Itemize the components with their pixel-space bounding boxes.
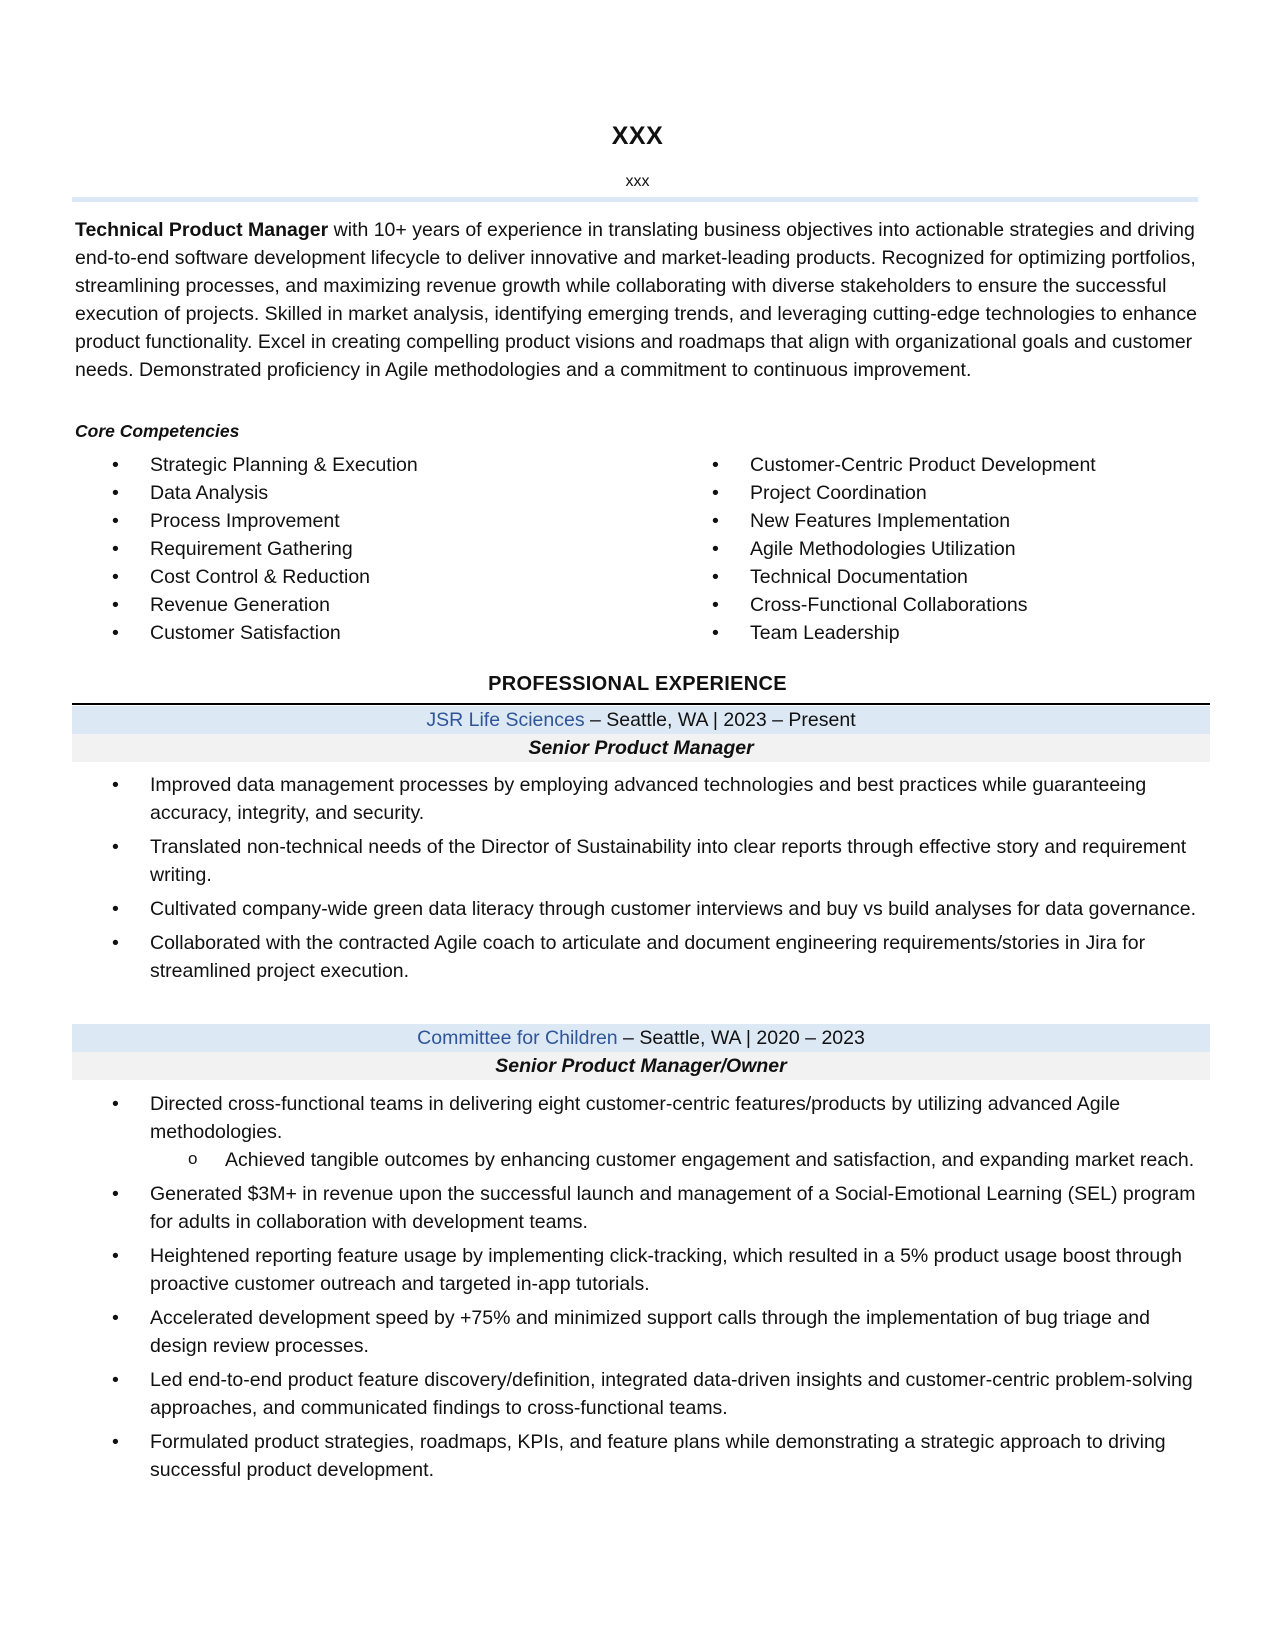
competency-item: • New Features Implementation	[710, 507, 1096, 535]
sub-achievement-bullet: o Achieved tangible outcomes by enhancing customer engagement and satisfaction, and expanding market reach.	[150, 1146, 1210, 1174]
job-bullets	[110, 771, 1210, 991]
competency-item: • Team Leadership	[710, 619, 1096, 647]
section-divider	[72, 703, 1210, 705]
competency-item: • Requirement Gathering	[110, 535, 418, 563]
summary-text: with 10+ years of experience in translating business objectives into actionable strategies and driving end-to-end software development lifecycle to deliver innovative and market-leading products. Recognized for optimizing portfolios, streamlining processes, and maximizing revenue growth while collaborating with diverse stakeholders to ensure the successful execution of projects. Skilled in market analysis, identifying emerging trends, and leveraging cutting-edge technologies to enhance product functionality. Excel in creating compelling product visions and roadmaps that align with organizational goals and customer needs. Demonstrated proficiency in Agile methodologies and a commitment to continuous improvement.	[75, 219, 1197, 381]
summary-lead-title: Technical Product Manager	[75, 219, 329, 241]
competency-item: • Cost Control & Reduction	[110, 563, 418, 591]
competency-item: • Customer-Centric Product Development	[710, 451, 1096, 479]
achievement-bullet: • Collaborated with the contracted Agile coach to articulate and document engineering requirements/stories in Jira for streamlined project execution.	[110, 929, 1210, 985]
achievement-bullet: • Translated non-technical needs of the Director of Sustainability into clear reports through effective story and requirement writing.	[110, 833, 1210, 889]
company-name: Committee for Children	[417, 1027, 618, 1049]
competency-item: • Customer Satisfaction	[110, 619, 418, 647]
company-name: JSR Life Sciences	[426, 709, 585, 731]
job-bullets	[110, 1090, 1210, 1490]
achievement-bullet: • Improved data management processes by employing advanced technologies and best practices while guaranteeing accuracy, integrity, and security.	[110, 771, 1210, 827]
core-competencies-heading: Core Competencies	[75, 421, 240, 441]
job-title: Senior Product Manager	[72, 734, 1210, 762]
achievement-bullet: • Formulated product strategies, roadmaps, KPIs, and feature plans while demonstrating a strategic approach to driving successful product development.	[110, 1428, 1210, 1484]
job-title: Senior Product Manager/Owner	[72, 1052, 1210, 1080]
achievement-bullet: • Accelerated development speed by +75% and minimized support calls through the implementation of bug triage and design review processes.	[110, 1304, 1210, 1360]
candidate-name: XXX	[611, 122, 664, 150]
competencies-left-list	[110, 451, 418, 647]
achievement-bullet: • Generated $3M+ in revenue upon the successful launch and management of a Social-Emotional Learning (SEL) program for adults in collaboration with development teams.	[110, 1180, 1210, 1236]
competencies-right-list	[710, 451, 1096, 647]
contact-line: xxx	[625, 173, 650, 190]
competency-item: • Cross-Functional Collaborations	[710, 591, 1096, 619]
competency-item: • Project Coordination	[710, 479, 1096, 507]
competency-item: • Data Analysis	[110, 479, 418, 507]
achievement-bullet: • Heightened reporting feature usage by implementing click-tracking, which resulted in a 5% product usage boost through proactive customer outreach and targeted in-app tutorials.	[110, 1242, 1210, 1298]
achievement-bullet: • Cultivated company-wide green data literacy through customer interviews and buy vs build analyses for data governance.	[110, 895, 1210, 923]
competency-item: • Strategic Planning & Execution	[110, 451, 418, 479]
job-header	[72, 706, 1210, 734]
header-divider	[72, 197, 1198, 202]
job-location-dates: – Seattle, WA | 2023 – Present	[584, 709, 856, 731]
job-header	[72, 1024, 1210, 1052]
competency-item: • Revenue Generation	[110, 591, 418, 619]
job-location-dates: – Seattle, WA | 2020 – 2023	[617, 1027, 865, 1049]
competency-item: • Agile Methodologies Utilization	[710, 535, 1096, 563]
sub-bullet-list	[150, 1146, 1210, 1174]
achievement-text: Directed cross-functional teams in delivering eight customer-centric features/products by utilizing advanced Agile methodologies.	[150, 1093, 1121, 1143]
professional-experience-heading: PROFESSIONAL EXPERIENCE	[488, 673, 787, 695]
competency-item: • Technical Documentation	[710, 563, 1096, 591]
achievement-bullet	[110, 1090, 1210, 1174]
achievement-bullet: • Led end-to-end product feature discovery/definition, integrated data-driven insights and customer-centric problem-solving approaches, and communicated findings to cross-functional teams.	[110, 1366, 1210, 1422]
professional-summary	[75, 216, 1205, 384]
competency-item: • Process Improvement	[110, 507, 418, 535]
